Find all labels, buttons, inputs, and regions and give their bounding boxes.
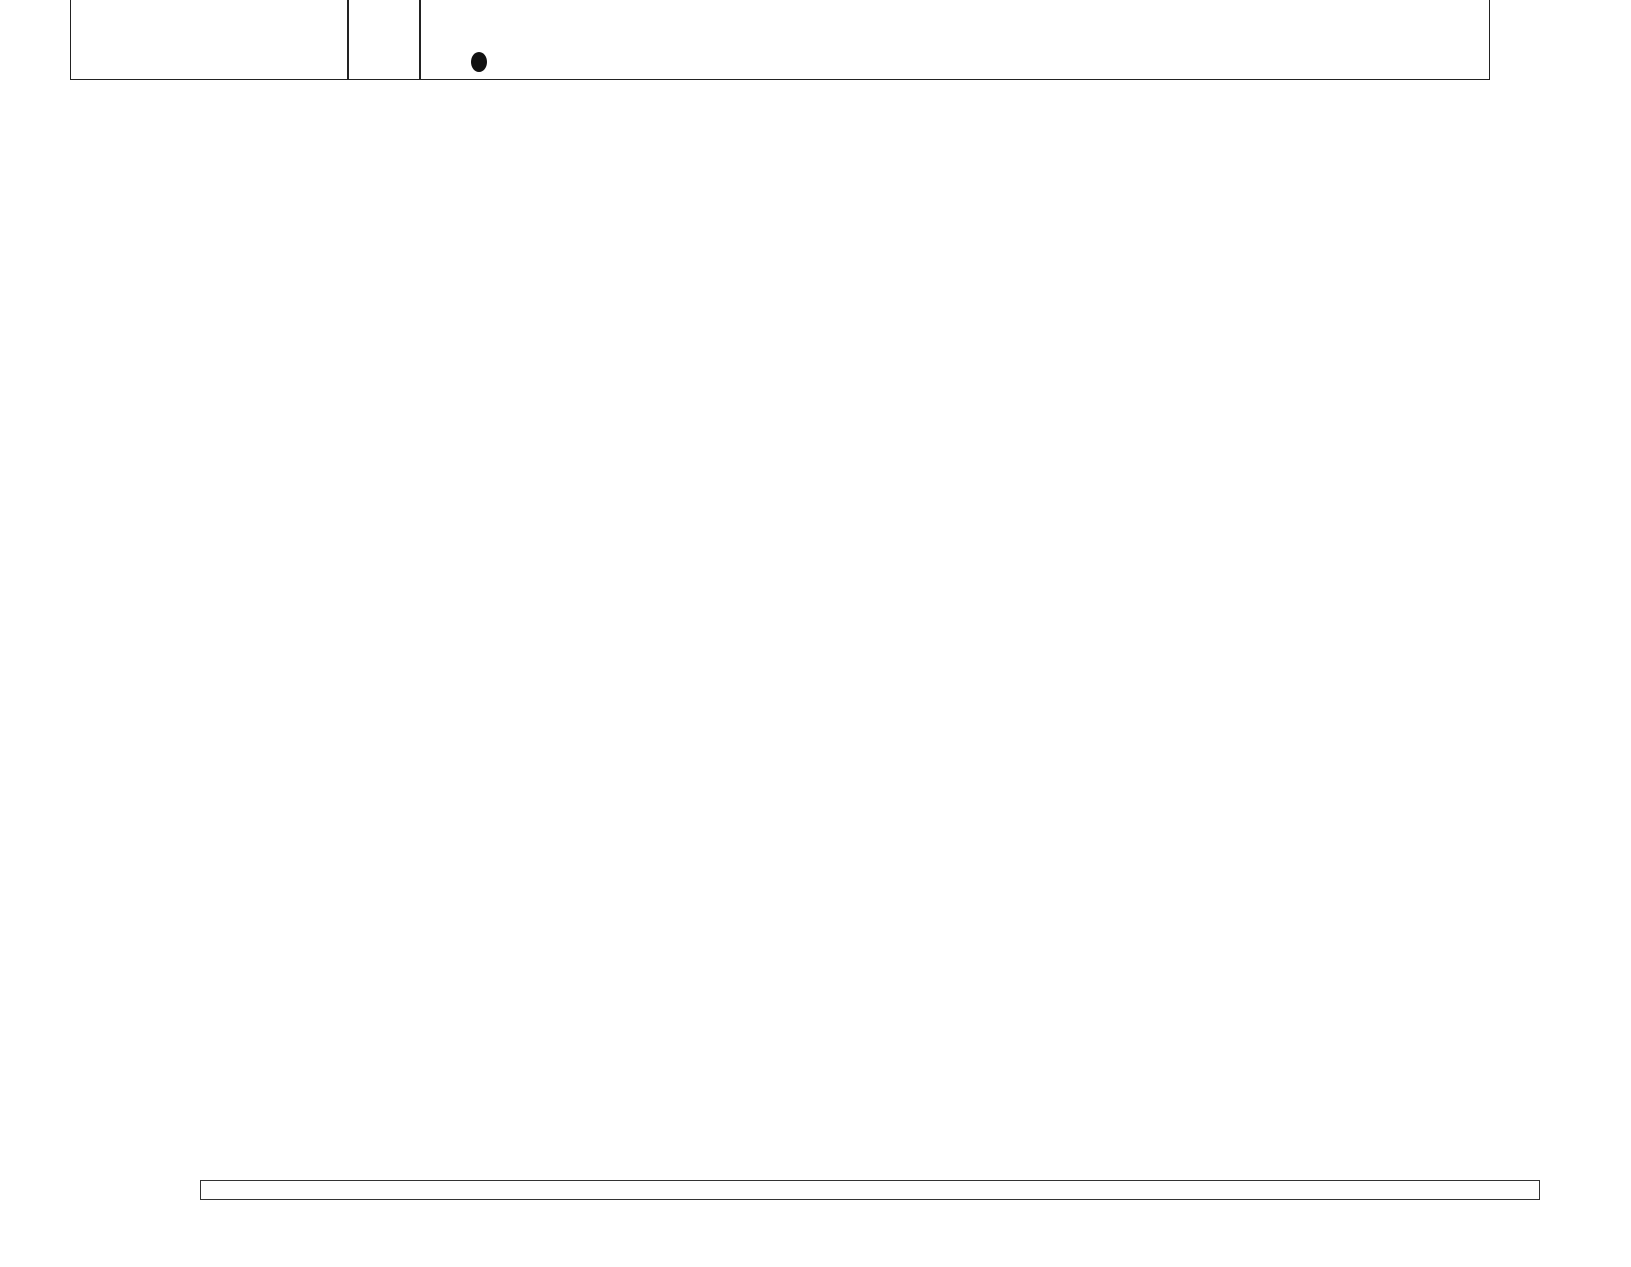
correct-mark-oval-icon: [471, 52, 487, 72]
marking-instructions-box: [420, 0, 1490, 80]
scan-bubble-row: [200, 1180, 1540, 1200]
district-info-box: [70, 0, 348, 80]
propositions-box: [348, 0, 420, 80]
